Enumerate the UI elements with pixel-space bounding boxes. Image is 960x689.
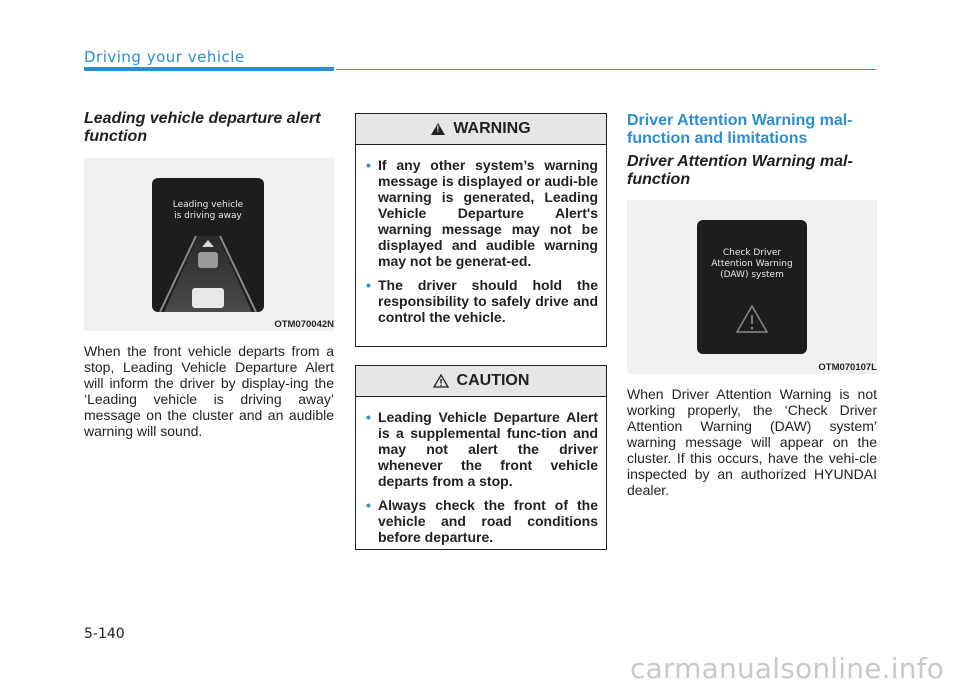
figure-code: OTM070042N bbox=[274, 319, 334, 330]
warning-triangle-icon bbox=[735, 304, 769, 334]
caution-triangle-icon bbox=[433, 374, 449, 388]
section-title: Driving your vehicle bbox=[84, 48, 245, 66]
cluster-display bbox=[697, 220, 807, 354]
watermark: carmanualsonline.info bbox=[630, 652, 945, 685]
leading-vehicle-heading: Leading vehicle departure alert function bbox=[84, 110, 321, 145]
warning-box bbox=[355, 113, 607, 347]
daw-malfunction-description: When Driver Attention Warning is not working properly, the ‘Check Driver Attention Warning (DAW) system’ warning message will appear on the cluster. If this occurs, have the vehi-cle inspected by an authorized HYUNDAI dealer. bbox=[627, 386, 877, 498]
warning-item: • The driver should hold the responsibility to safely drive and control the vehicle. bbox=[378, 277, 598, 325]
leading-vehicle-figure bbox=[84, 158, 334, 331]
page-number: 5-140 bbox=[84, 626, 125, 642]
daw-figure bbox=[627, 200, 877, 374]
header-accent-bar bbox=[84, 67, 334, 71]
road-with-vehicles-icon bbox=[152, 230, 264, 312]
daw-malfunction-heading: Driver Attention Warning mal-function and limitations bbox=[627, 112, 853, 147]
caution-title: CAUTION bbox=[456, 372, 530, 389]
warning-triangle-icon bbox=[431, 123, 445, 135]
caution-header bbox=[356, 366, 606, 397]
warning-list bbox=[356, 145, 606, 325]
caution-list bbox=[356, 397, 606, 545]
leading-vehicle-description: When the front vehicle departs from a stop, Leading Vehicle Departure Alert will inform the driver by display-ing the ‘Leading vehicle is driving away’ message on the cluster and an audible warning will sound. bbox=[84, 343, 334, 439]
warning-header bbox=[356, 114, 606, 145]
warning-item: • If any other system’s warning message is displayed or audi-ble warning is generated, Leading Vehicle Departure Alert's warning message may not be displayed and audible warning may not be generat-ed. bbox=[378, 157, 598, 269]
daw-malfunction-subheading: Driver Attention Warning mal-function bbox=[627, 153, 853, 188]
caution-box bbox=[355, 365, 607, 550]
figure-code: OTM070107L bbox=[818, 362, 877, 373]
cluster-display bbox=[152, 178, 264, 312]
caution-item: • Always check the front of the vehicle and road conditions before departure. bbox=[378, 497, 598, 545]
caution-item: • Leading Vehicle Departure Alert is a supplemental func-tion and may not alert the driver whenever the front vehicle departs from a stop. bbox=[378, 409, 598, 489]
cluster-message: Check Driver Attention Warning (DAW) system bbox=[711, 248, 793, 280]
header-rule bbox=[336, 69, 876, 70]
warning-title: WARNING bbox=[453, 120, 531, 137]
cluster-message: Leading vehicle is driving away bbox=[172, 200, 244, 221]
